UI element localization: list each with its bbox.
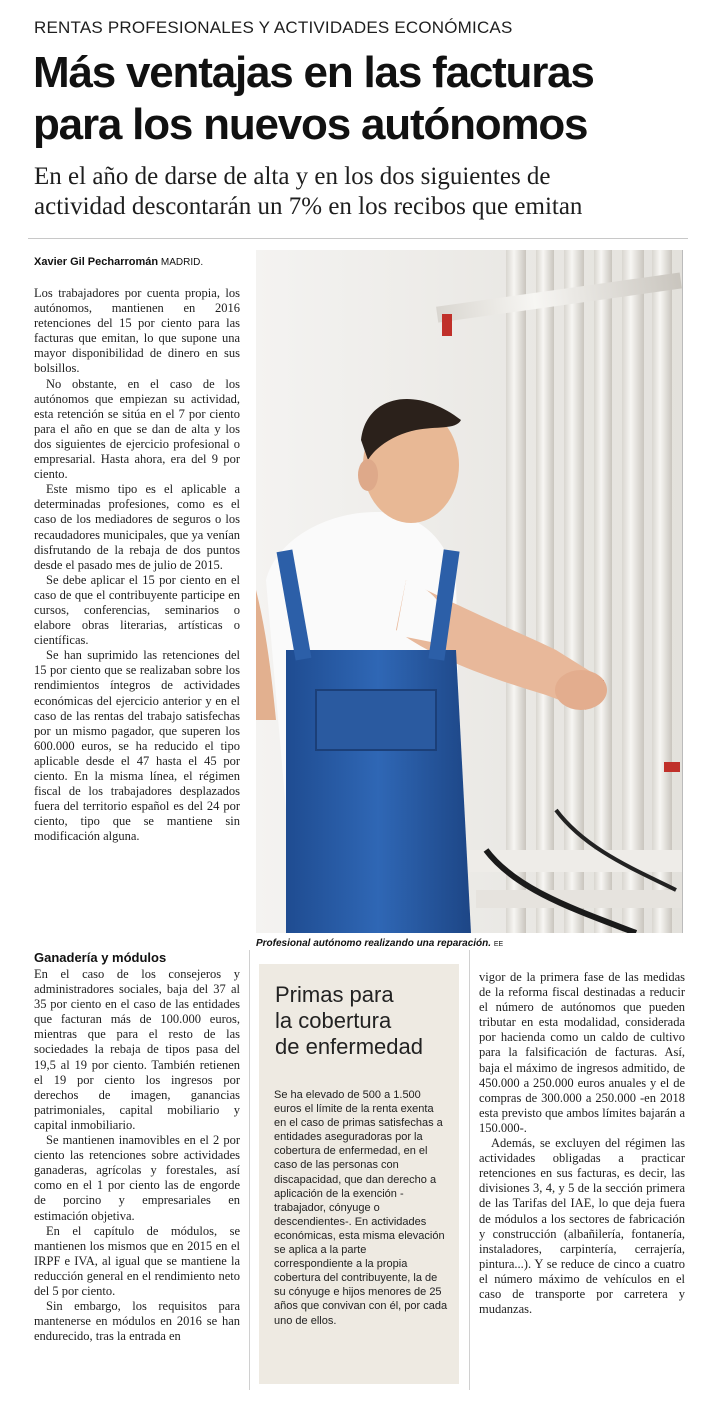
- byline-author: Xavier Gil Pecharromán: [34, 256, 159, 268]
- byline: [34, 256, 203, 268]
- column-1-bottom: [34, 967, 240, 1387]
- sidebar-title: [275, 982, 455, 1060]
- divider-rule: [28, 238, 688, 239]
- paragraph: Se mantienen inamovibles en el 2 por ciento las retenciones sobre actividades ganaderas, agrícolas y forestales, así como en el 1 por ciento las de engorde de porcino y empresariales en estimación objetiva.: [34, 1133, 240, 1223]
- sidebar-title-line: Primas para: [275, 982, 394, 1007]
- subhead-line-1: En el año de darse de alta y en los dos siguientes de: [34, 163, 551, 190]
- paragraph: En el capítulo de módulos, se mantienen los mismos que en 2015 en el IRPF e IVA, al igual que se mantiene la reducción general en el rendimiento neto del 5 por ciento.: [34, 1223, 240, 1298]
- column-3: [479, 970, 685, 1390]
- column-divider: [469, 950, 470, 1390]
- sidebar-title-line: la cobertura: [275, 1008, 392, 1033]
- paragraph: vigor de la primera fase de las medidas de la reforma fiscal destinadas a reducir el número de autónomos que pueden tributar en esta modalidad, considerada por hacienda como un caldo de cultivo para la falsificación de facturas. Así, baja el máximo de ingresos admitido, de 450.000 a 250.000 euros anuales y el de compras de 300.000 a 250.000 -en 2018 esta previsto que ambos límites bajarán a 150.000-.: [479, 970, 685, 1135]
- paragraph: En el caso de los consejeros y administradores sociales, baja del 37 al 35 por ciento en el caso de las entidades que facturan más de 100.000 euros, mientras que para el resto de las sociedades la rebaja de tipos pasa del 19,5 al 19 por ciento. También retienen el 19 por ciento los ingresos por derechos de imagen, ganancias patrimoniales, capital mobiliario y capital inmobiliario.: [34, 967, 240, 1132]
- subhead-line-2: actividad descontarán un 7% en los recibos que emitan: [34, 193, 583, 220]
- paragraph: Además, se excluyen del régimen las actividades obligadas a practicar retenciones en sus facturas, es decir, las divisiones 3, 4, y 5 de la sección primera de las Tarifas del IAE, lo que deja fuera de módulos a los sectores de fabricación y construcción (albañilería, fontanería, instaladores, carpintería, cerrajería, pintura...). Y se reduce de cinco a cuatro el número máximo de vehículos en el caso de transporte por carretera y mudanzas.: [479, 1136, 685, 1317]
- column-divider: [249, 950, 250, 1390]
- column-1-top: [34, 286, 240, 941]
- byline-place: MADRID.: [160, 257, 204, 268]
- article-photo: [256, 250, 683, 933]
- headline-line-1: Más ventajas en las facturas: [33, 48, 594, 97]
- section-label: RENTAS PROFESIONALES Y ACTIVIDADES ECONÓMICAS: [34, 18, 513, 37]
- worker-pipes-illustration: [256, 250, 682, 933]
- sidebar-body: Se ha elevado de 500 a 1.500 euros el límite de la renta exenta en el caso de primas satisfechas a entidades aseguradoras por la cobertura de enfermedad, en el caso de las personas con discapacidad, que dan derecho a aplicación de la exención -trabajador, cónyuge o descendientes-. En actividades económicas, esta misma elevación se aplica a la parte correspondiente a la propia cobertura del contribuyente, la de su cónyuge e hijos menores de 25 años que convivan con él, por cada uno de ellos.: [274, 1089, 448, 1327]
- paragraph: No obstante, en el caso de los autónomos que empiezan su actividad, esta retención se sitúa en el 7 por ciento para el año en que se dan de alta y los dos siguientes de ejercicio profesional o empresarial. Hasta ahora, era del 9 por ciento.: [34, 376, 240, 482]
- subheading-ganaderia: Ganadería y módulos: [34, 950, 167, 965]
- paragraph: Este mismo tipo es el aplicable a determinadas profesiones, como es el caso de los mediadores de seguros o los recaudadores municipales, que ya venían disfrutando de la rebaja de dos puntos desde el pasado mes de julio de 2015.: [34, 482, 240, 572]
- paragraph: Se debe aplicar el 15 por ciento en el caso de que el contribuyente participe en cursos, conferencias, seminarios o elabore obras literarias, artísticas o científicas.: [34, 572, 240, 648]
- headline-line-2: para los nuevos autónomos: [33, 100, 588, 149]
- headline: [33, 47, 693, 151]
- paragraph: Sin embargo, los requisitos para mantenerse en módulos en 2016 se han endurecido, tras la entrada en: [34, 1299, 240, 1344]
- photo-caption: [256, 938, 503, 949]
- photo-credit: EE: [493, 941, 504, 948]
- paragraph: Se han suprimido las retenciones del 15 por ciento que se realizaban sobre los rendimientos íntegros de actividades económicas del ejercicio anterior y en el caso de las rentas del trabajo satisfechas por un mismo pagador, que superen los 600.000 euros, se ha reducido el tipo aplicable desde el 47 hasta el 45 por ciento. En la misma línea, el régimen fiscal de los trabajadores desplazados fuera del territorio español es del 24 por ciento, tipo que se mantiene sin modificación alguna.: [34, 648, 240, 844]
- caption-text: Profesional autónomo realizando una reparación.: [256, 938, 492, 949]
- subheadline: [34, 162, 694, 222]
- sidebar-title-line: de enfermedad: [275, 1034, 423, 1059]
- paragraph: Los trabajadores por cuenta propia, los autónomos, mantienen en 2016 retenciones del 15 por ciento para las facturas que emitan, lo que supone una mayor disponibilidad de dinero en sus bolsillos.: [34, 286, 240, 376]
